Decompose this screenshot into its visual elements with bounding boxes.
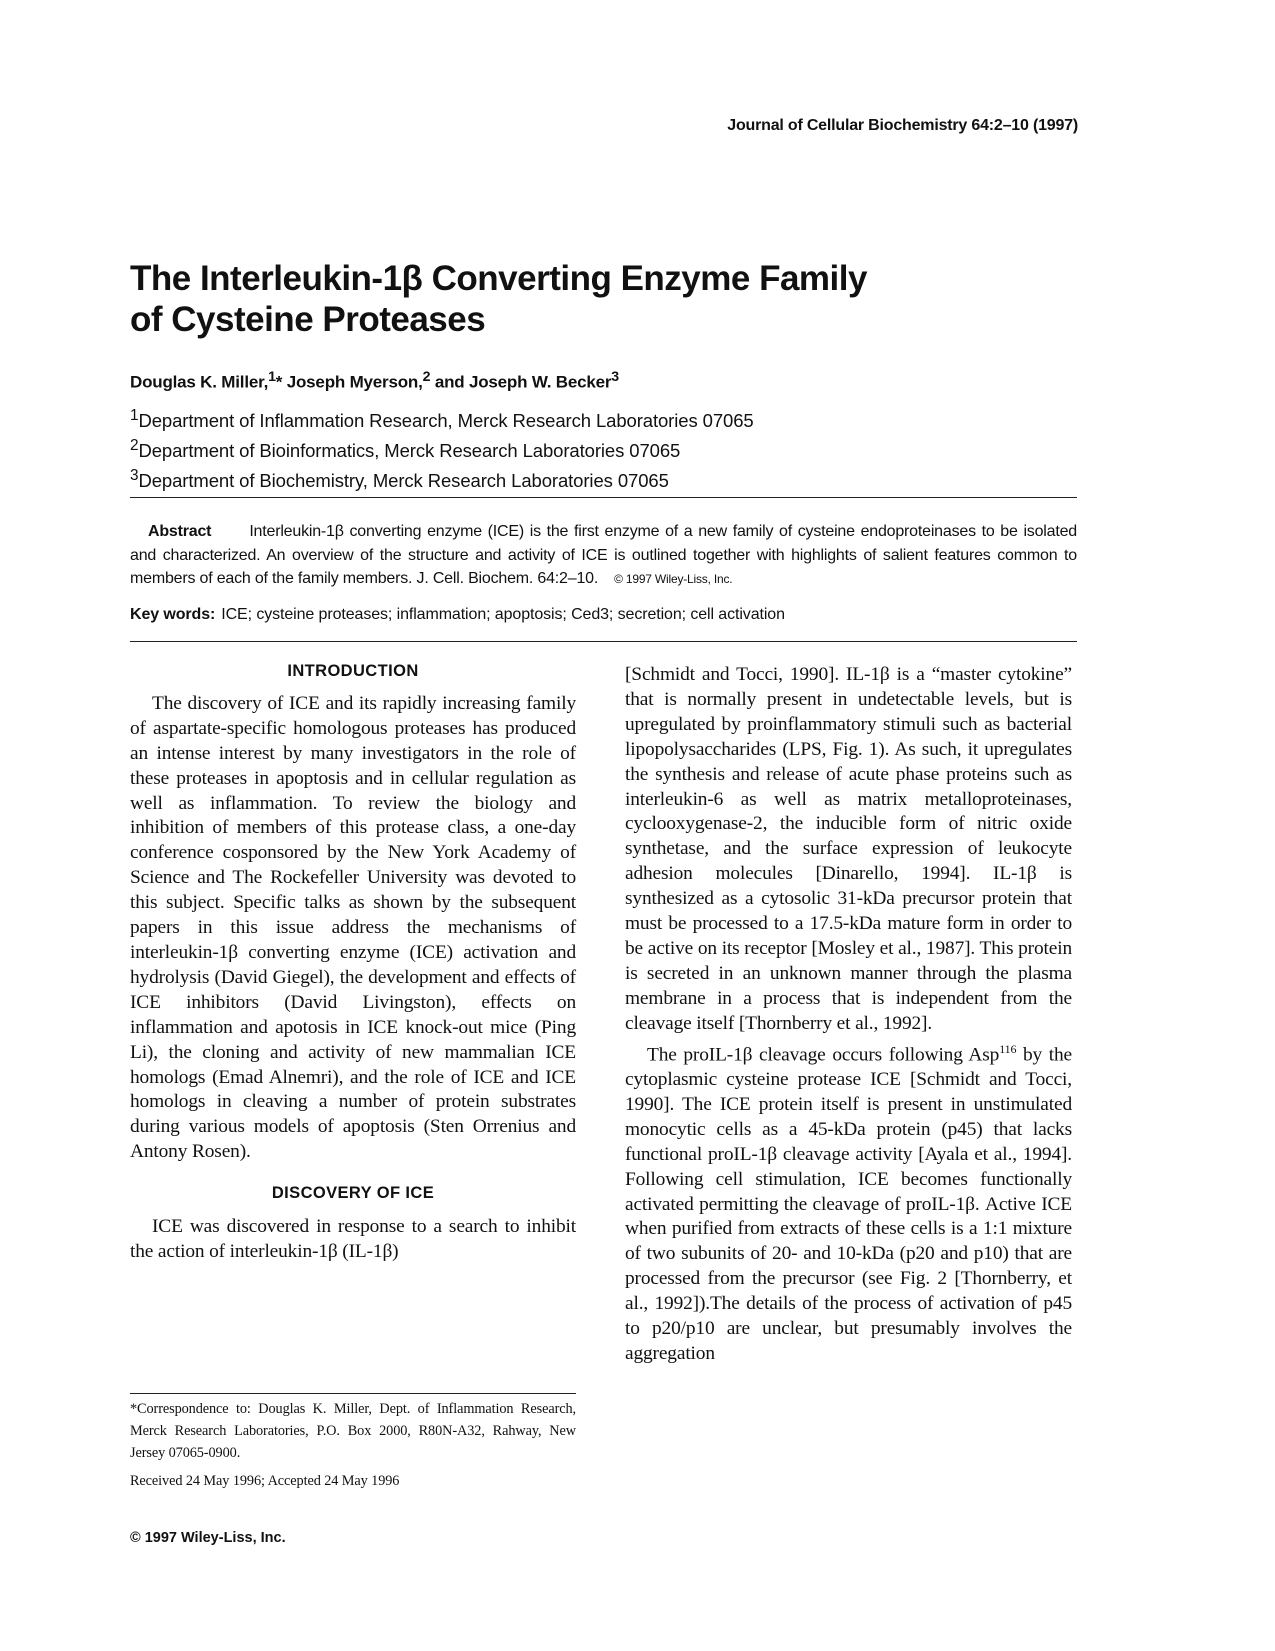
journal-citation: Journal of Cellular Biochemistry 64:2–10 (1997)	[727, 117, 1078, 134]
affiliation-1	[130, 403, 754, 433]
affiliation-2	[130, 433, 754, 463]
left-column	[130, 662, 576, 1265]
corresponding-mark: *	[275, 372, 283, 392]
footnote-rule	[130, 1393, 576, 1394]
title-line-1: The Interleukin-1β Converting Enzyme Family	[130, 259, 867, 298]
introduction-paragraph: The discovery of ICE and its rapidly increasing family of aspartate-specific homologous proteases has produced an intense interest by many investigators in the role of these proteases in apoptosis and in cellular regulation as well as inflammation. To review the biology and inhibition of members of this protease class, a one-day conference cosponsored by the New York Academy of Science and The Rockefeller University was devoted to this subject. Specific talks as shown by the subsequent papers in this issue address the mechanisms of interleukin-1β converting enzyme (ICE) activation and hydrolysis (David Giegel), the development and effects of ICE inhibitors (David Livingston), effects on inflammation and apotosis in ICE knock-out mice (Ping Li), the cloning and activity of new mammalian ICE homologs (Emad Alnemri), and the role of ICE and ICE homologs in cleaving a number of protein substrates during various models of apoptosis (Sten Orrenius and Antony Rosen).	[130, 692, 576, 1163]
affiliation-2-text: Department of Bioinformatics, Merck Research Laboratories 07065	[138, 440, 681, 462]
abstract	[130, 520, 1077, 592]
affiliation-3	[130, 463, 754, 493]
received-dates: Received 24 May 1996; Accepted 24 May 1996	[130, 1473, 400, 1489]
discovery-paragraph: ICE was discovered in response to a search to inhibit the action of interleukin-1β (IL-1β)	[130, 1216, 576, 1262]
affiliation-1-text: Department of Inflammation Research, Merck Research Laboratories 07065	[138, 410, 754, 432]
keywords-text: ICE; cysteine proteases; inflammation; apoptosis; Ced3; secretion; cell activation	[221, 606, 785, 623]
article-title	[130, 258, 1030, 340]
author-becker: and Joseph W. Becker	[430, 372, 612, 392]
keywords-label: Key words:	[130, 606, 216, 623]
affiliation-3-number: 3	[130, 467, 139, 485]
introduction-heading: INTRODUCTION	[287, 662, 419, 680]
right-paragraph-2-rest: by the cytoplasmic cysteine protease ICE [Schmidt and Tocci, 1990]. The ICE protein itself is present in unstimulated monocytic cells as a 45-kDa protein (p45) that lacks functional proIL-1β cleavage activity [Ayala et al., 1994]. Following cell stimulation, ICE becomes functionally activated permitting the cleavage of proIL-1β. Active ICE when purified from extracts of these cells is a 1:1 mixture of two subunits of 20- and 10-kDa (p20 and p10) that are processed from the precursor (see Fig. 2 [Thornberry, et al., 1992]).The details of the process of activation of p45 to p20/p10 are unclear, but presumably involves the aggregation	[625, 1044, 1072, 1364]
abstract-top-rule	[130, 497, 1077, 498]
keywords-bottom-rule	[130, 641, 1077, 642]
page-copyright: © 1997 Wiley-Liss, Inc.	[130, 1530, 286, 1546]
author-myerson-affil: 2	[422, 369, 431, 385]
abstract-copyright: © 1997 Wiley-Liss, Inc.	[614, 572, 733, 586]
right-paragraph-2	[625, 1037, 1072, 1367]
affiliation-3-text: Department of Biochemistry, Merck Research Laboratories 07065	[138, 470, 669, 492]
discovery-heading: DISCOVERY OF ICE	[271, 1184, 435, 1203]
title-line-2: of Cysteine Proteases	[130, 300, 486, 339]
affiliation-2-number: 2	[130, 437, 139, 455]
author-miller: Douglas K. Miller,	[130, 372, 269, 392]
abstract-text: Interleukin-1β converting enzyme (ICE) is the first enzyme of a new family of cysteine endoproteinases to be isolated and characterized. An overview of the structure and activity of ICE is outlined together with highlights of salient features common to members of each of the family members. J. Cell. Biochem. 64:2–10.	[130, 523, 1077, 587]
affiliation-1-number: 1	[130, 407, 139, 424]
affiliations	[130, 403, 754, 493]
author-list	[130, 369, 619, 393]
keywords	[130, 606, 785, 624]
right-paragraph-2-start: The proIL-1β cleavage occurs following Asp	[647, 1044, 1000, 1066]
footnote	[130, 1398, 576, 1492]
author-becker-affil: 3	[611, 369, 619, 385]
correspondence-note: *Correspondence to: Douglas K. Miller, Dept. of Inflammation Research, Merck Research Laboratories, P.O. Box 2000, R80N-A32, Rahway, New Jersey 07065-0900.	[130, 1401, 576, 1461]
author-miller-affil: 1	[268, 369, 276, 385]
right-column	[625, 663, 1072, 1367]
right-paragraph-1: [Schmidt and Tocci, 1990]. IL-1β is a “master cytokine” that is normally present in undetectable levels, but is upregulated by proinflammatory stimuli such as bacterial lipopolysaccharides (LPS, Fig. 1). As such, it upregulates the synthesis and release of acute phase proteins such as interleukin-6 as well as matrix metalloproteinases, cyclooxygenase-2, the inducible form of nitric oxide synthetase, and the surface expression of leukocyte adhesion molecules [Dinarello, 1994]. IL-1β is synthesized as a cytosolic 31-kDa precursor protein that must be processed to a 17.5-kDa mature form in order to be active on its receptor [Mosley et al., 1987]. This protein is secreted in an unknown manner through the plasma membrane in a process that is independent from the cleavage itself [Thornberry et al., 1992].	[625, 664, 1072, 1034]
asp-superscript: 116	[999, 1041, 1017, 1056]
author-myerson: Joseph Myerson,	[282, 372, 423, 392]
abstract-label: Abstract	[148, 523, 212, 540]
